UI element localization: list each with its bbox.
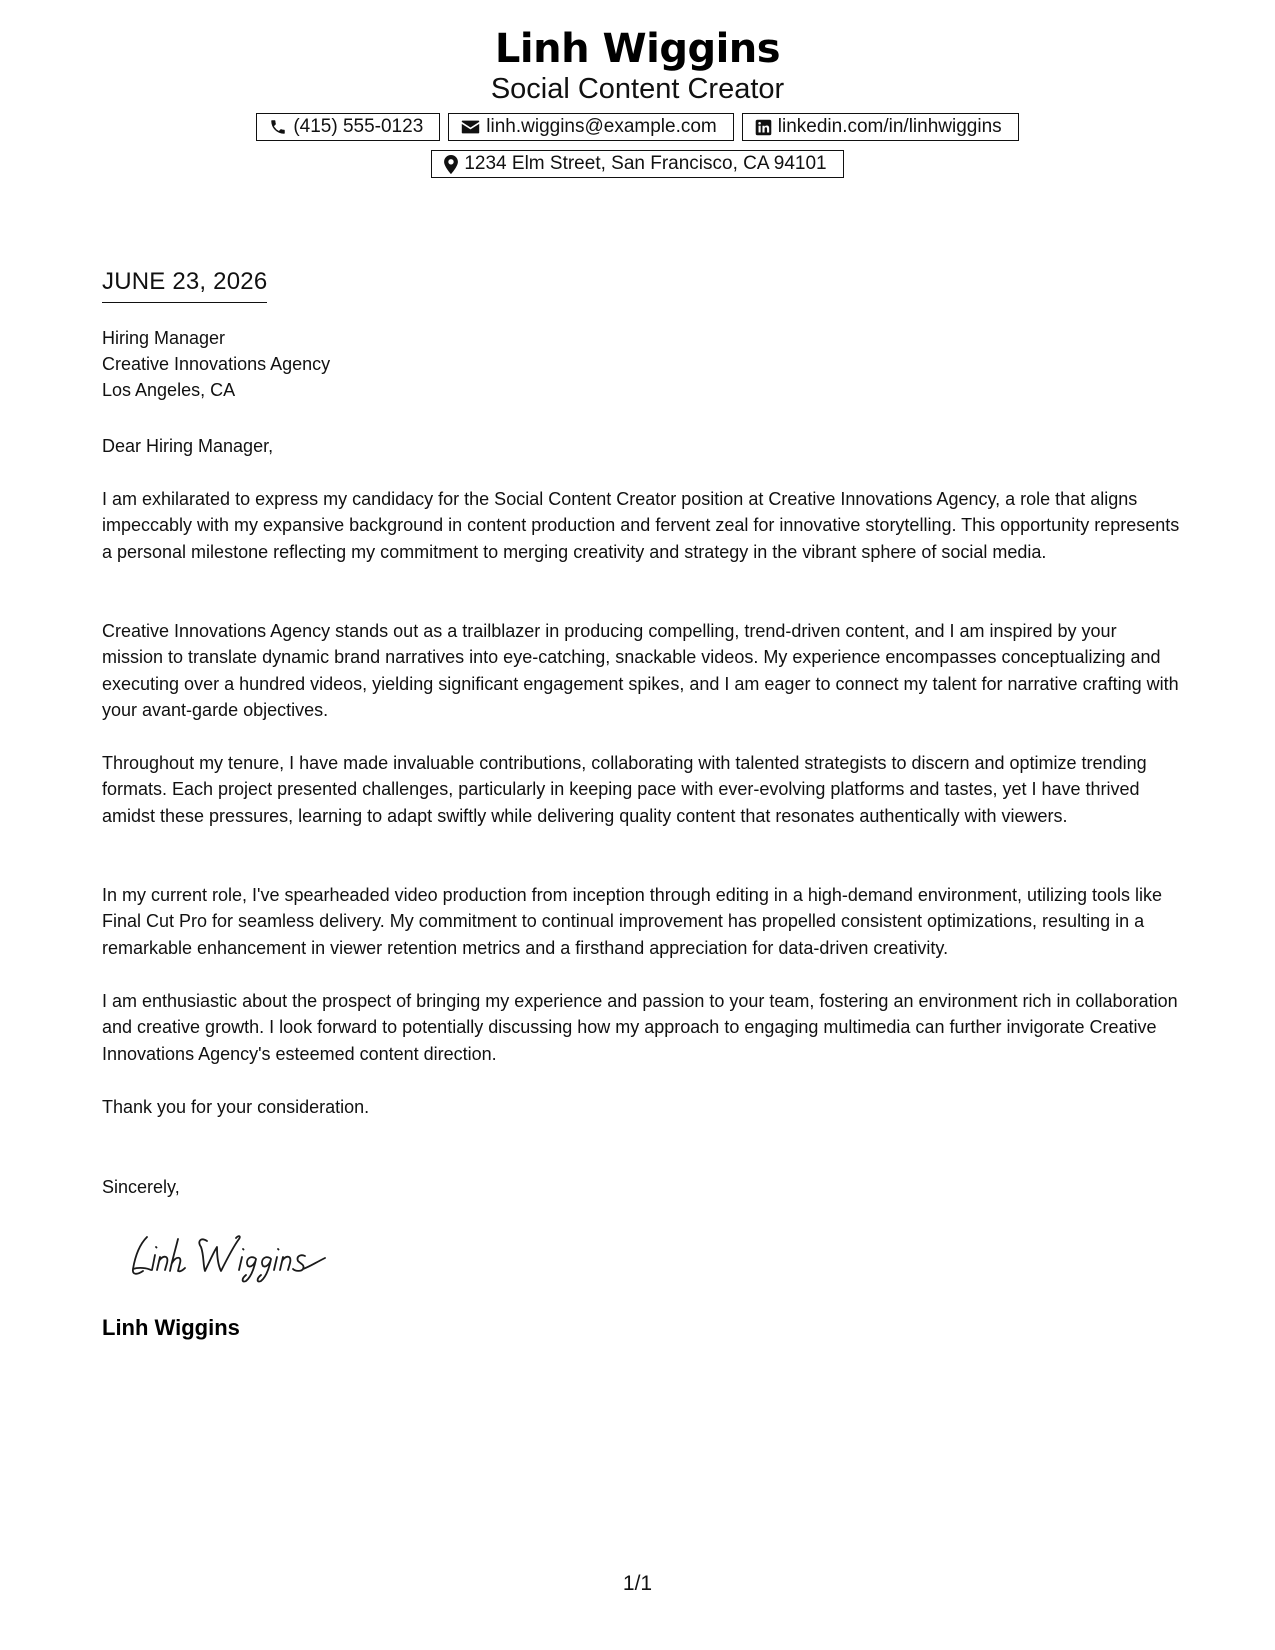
closing-line: Sincerely, [102,1177,180,1197]
handwritten-signature [125,1225,345,1285]
applicant-role: Social Content Creator [490,73,785,105]
contact-row-primary [0,113,1275,141]
recipient-title: Hiring Manager [102,328,226,348]
envelope-icon [461,119,480,135]
page-number: 1/1 [622,1572,653,1595]
contact-address [431,150,843,178]
phone-icon [269,118,287,136]
applicant-name: Linh Wiggins [494,26,781,72]
map-pin-icon [444,155,458,174]
thanks-line: Thank you for your consideration. [102,1097,370,1117]
body-paragraph-3: Throughout my tenure, I have made invaluable contributions, collaborating with talented strategists to discern and optimize trending formats. Each project presented challenges, particularly in keeping pace with ever-evolving platforms and tastes, yet I have thrived amidst these pressures, learning to adapt swiftly while delivering quality content that resonates authentically with viewers. [102,753,1147,826]
recipient-block [102,325,1182,403]
salutation: Dear Hiring Manager, [102,436,274,456]
body-paragraph-1: I am exhilarated to express my candidacy for the Social Content Creator position at Creative Innovations Agency, a role that aligns impeccably with my expansive background in content production and fervent zeal for innovative storytelling. This opportunity represents a personal milestone reflecting my commitment to merging creativity and strategy in the vibrant sphere of social media. [102,489,1180,562]
body-paragraph-4: In my current role, I've spearheaded video production from inception through editing in a high-demand environment, utilizing tools like Final Cut Pro for seamless delivery. My commitment to continual improvement has propelled consistent optimizations, resulting in a remarkable enhancement in viewer retention metrics and a firsthand appreciation for data-driven creativity. [102,885,1163,958]
contact-row-secondary [0,150,1275,178]
body-paragraph-5: I am enthusiastic about the prospect of bringing my experience and passion to your team, fostering an environment rich in collaboration and creative growth. I look forward to potentially discussing how my approach to engaging multimedia can further invigorate Creative Innovations Agency's esteemed content direction. [102,991,1178,1064]
contact-email [448,113,734,141]
signer-name: Linh Wiggins [102,1315,240,1340]
contact-linkedin [742,113,1019,141]
contact-email-text: linh.wiggins@example.com [486,116,717,137]
contact-phone [256,113,440,141]
contact-address-text: 1234 Elm Street, San Francisco, CA 94101 [464,153,827,174]
body-paragraph-2: Creative Innovations Agency stands out as a trailblazer in producing compelling, trend-driven content, and I am inspired by your mission to translate dynamic brand narratives into eye-catching, snackable videos. My experience encompasses conceptualizing and executing over a hundred videos, yielding significant engagement spikes, and I am eager to connect my talent for narrative crafting with your avant-garde objectives. [102,621,1179,720]
contact-phone-text: (415) 555-0123 [293,116,424,137]
recipient-company: Creative Innovations Agency [102,354,331,374]
letter-date: JUNE 23, 2026 [102,266,267,303]
contact-linkedin-text: linkedin.com/in/linhwiggins [777,116,1002,137]
linkedin-icon [755,119,772,136]
recipient-location: Los Angeles, CA [102,380,236,400]
